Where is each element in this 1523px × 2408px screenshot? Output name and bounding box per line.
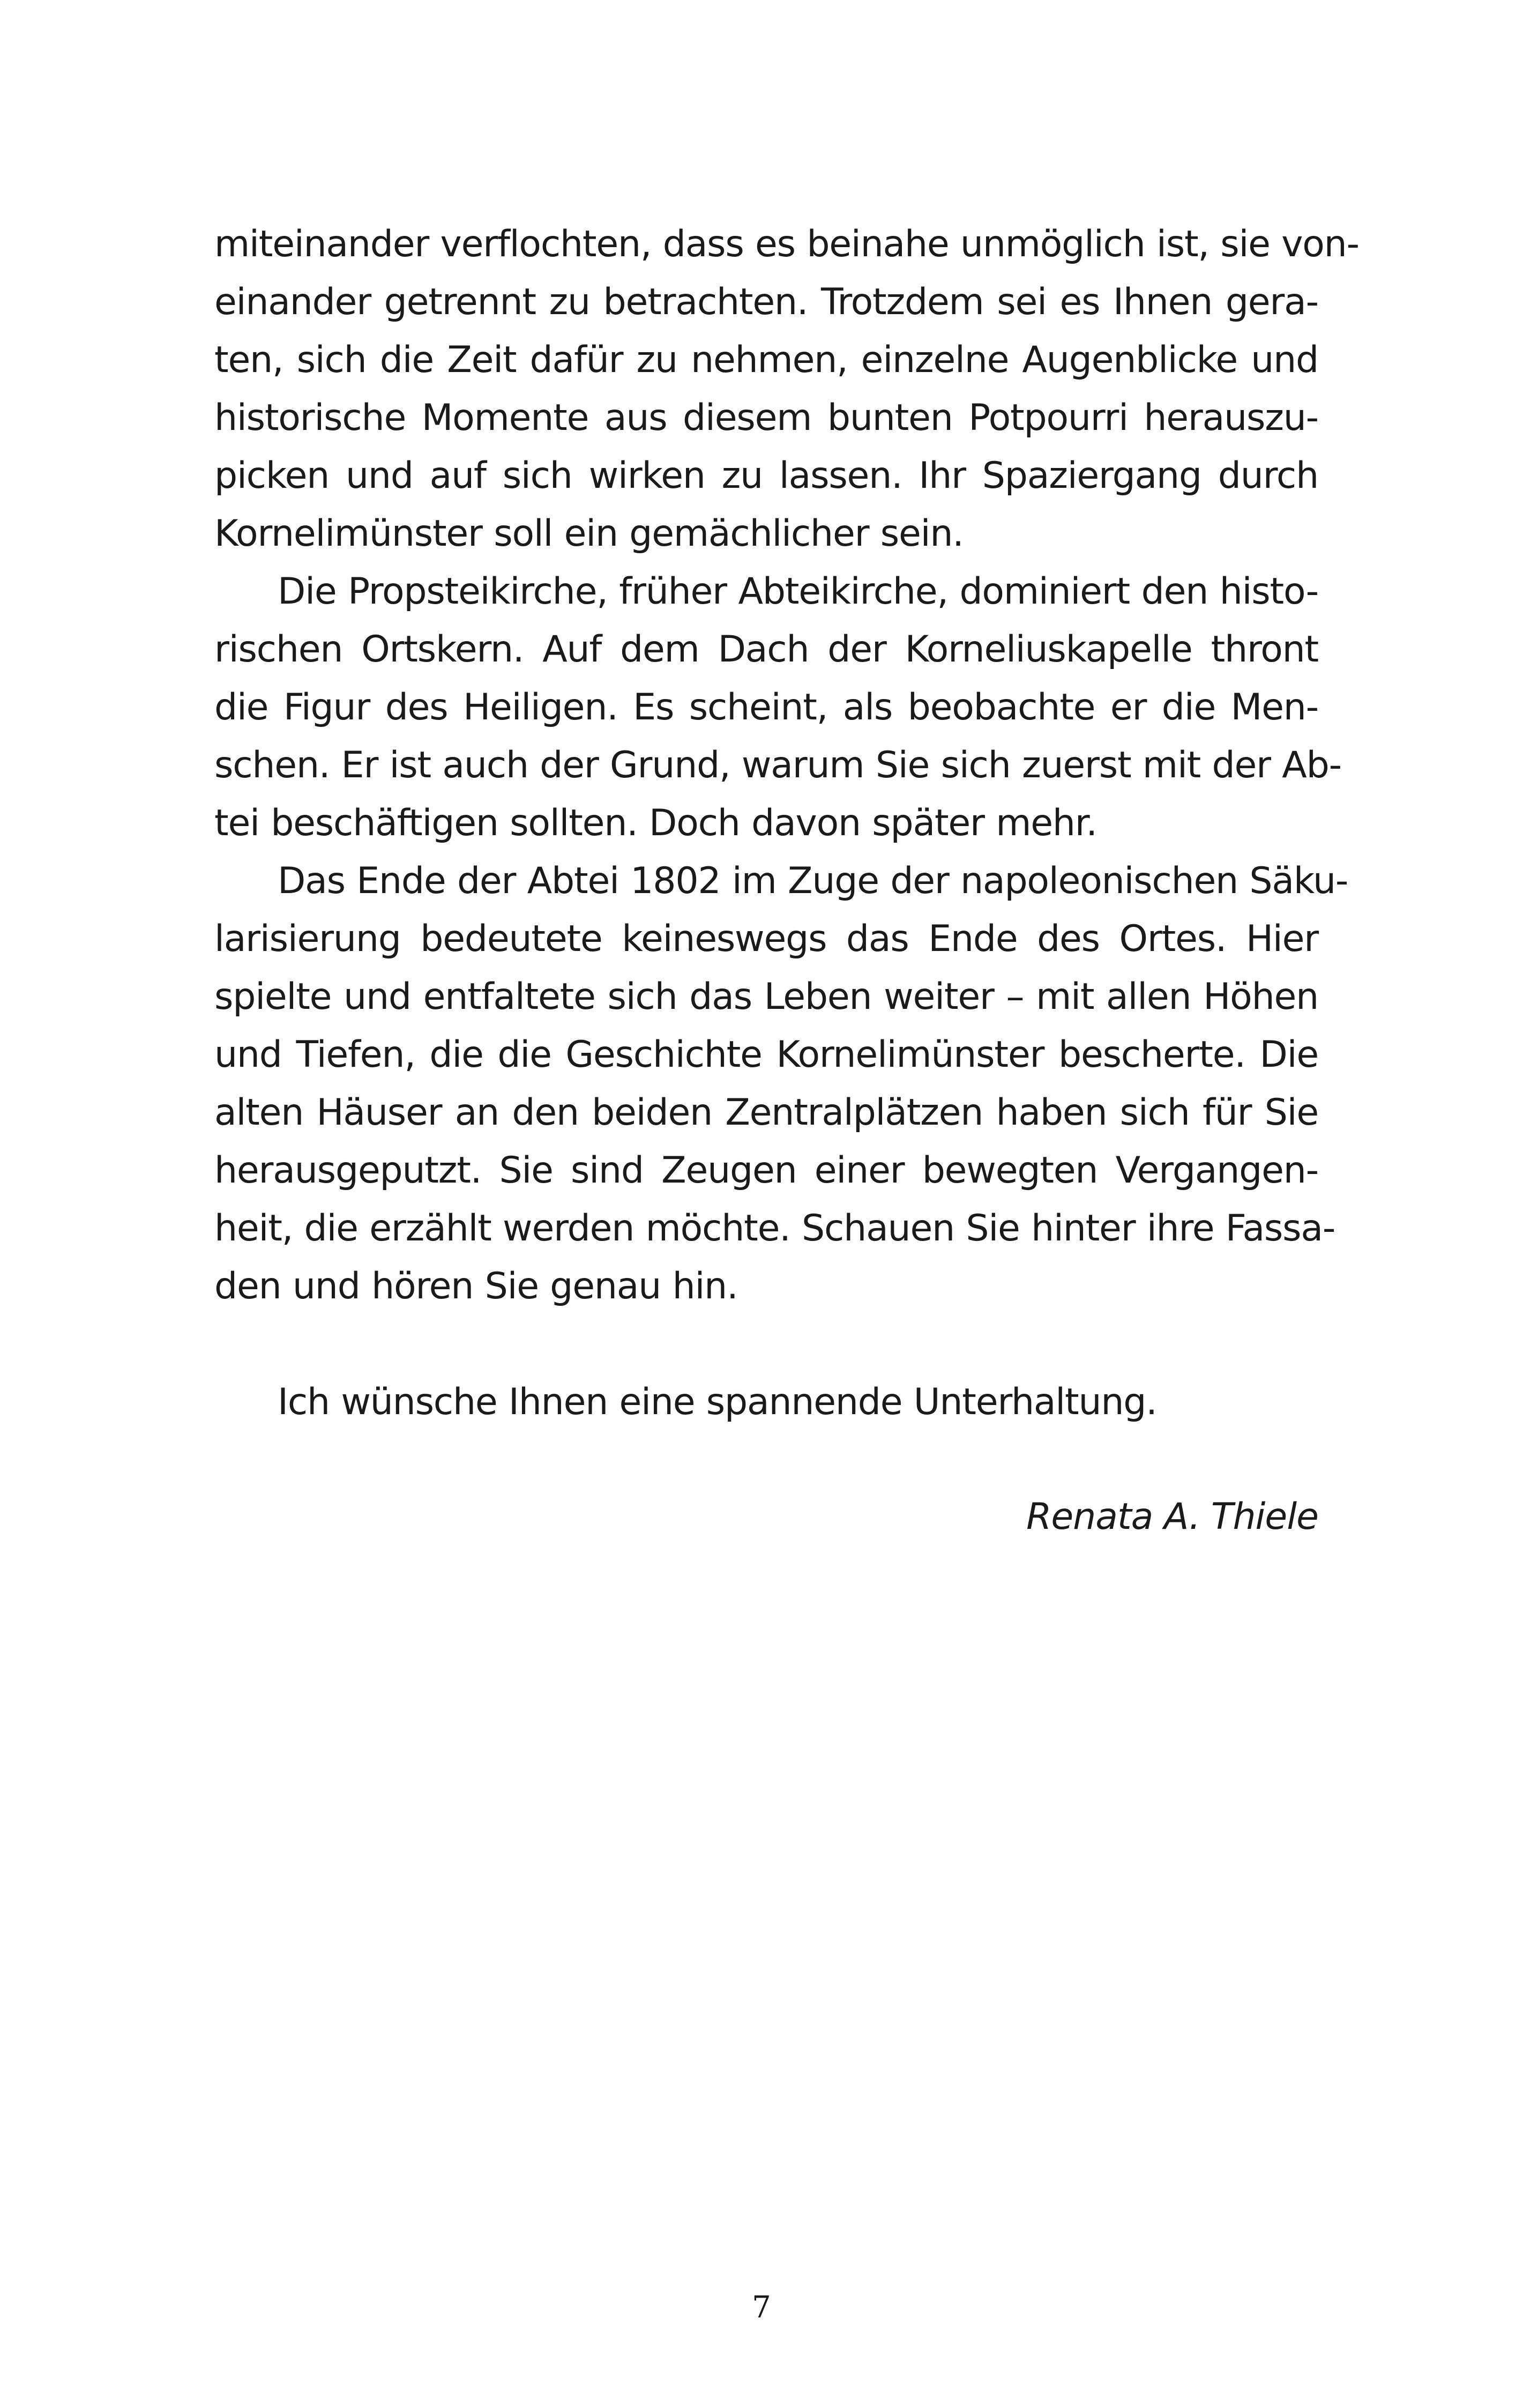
text-line: spielte und entfaltete sich das Leben weiter – mit allen Höhen — [214, 976, 1318, 1018]
text-line: Kornelimünster soll ein gemächlicher sein. — [214, 512, 964, 555]
text-line: und Tiefen, die die Geschichte Kornelimünster bescherte. Die — [214, 1034, 1318, 1076]
author-signature: Renata A. Thiele — [1026, 1496, 1318, 1538]
paragraph — [214, 215, 1359, 563]
text-line: rischen Ortskern. Auf dem Dach der Korneliuskapelle thront — [214, 628, 1318, 671]
paragraph — [214, 563, 1341, 852]
text-line: alten Häuser an den beiden Zentralplätzen haben sich für Sie — [214, 1091, 1318, 1134]
paragraph — [214, 852, 1348, 1316]
page-number: 7 — [752, 2290, 771, 2325]
text-line: ten, sich die Zeit dafür zu nehmen, einzelne Augenblicke und — [214, 339, 1318, 381]
text-line: herausgeputzt. Sie sind Zeugen einer bewegten Vergangen- — [214, 1149, 1318, 1192]
text-line: heit, die erzählt werden möchte. Schauen Sie hinter ihre Fassa- — [214, 1207, 1335, 1250]
text-line: einander getrennt zu betrachten. Trotzdem sei es Ihnen gera- — [214, 281, 1318, 323]
text-line: Das Ende der Abtei 1802 im Zuge der napoleonischen Säku- — [278, 860, 1348, 902]
text-line: historische Momente aus diesem bunten Potpourri herauszu- — [214, 397, 1318, 439]
text-line: Die Propsteikirche, früher Abteikirche, dominiert den histo- — [278, 570, 1318, 613]
blank-line — [214, 1316, 1318, 1373]
body-text — [214, 215, 1359, 1431]
text-line: miteinander verflochten, dass es beinahe unmöglich ist, sie von- — [214, 223, 1359, 265]
text-line: picken und auf sich wirken zu lassen. Ihr Spaziergang durch — [214, 455, 1318, 497]
text-line: die Figur des Heiligen. Es scheint, als beobachte er die Men- — [214, 686, 1318, 729]
text-line: larisierung bedeutete keineswegs das Ende des Ortes. Hier — [214, 918, 1318, 960]
closing-line: Ich wünsche Ihnen eine spannende Unterhaltung. — [278, 1381, 1157, 1423]
text-line: tei beschäftigen sollten. Doch davon später mehr. — [214, 802, 1097, 844]
text-line: schen. Er ist auch der Grund, warum Sie sich zuerst mit der Ab- — [214, 744, 1341, 786]
text-line: den und hören Sie genau hin. — [214, 1265, 738, 1307]
